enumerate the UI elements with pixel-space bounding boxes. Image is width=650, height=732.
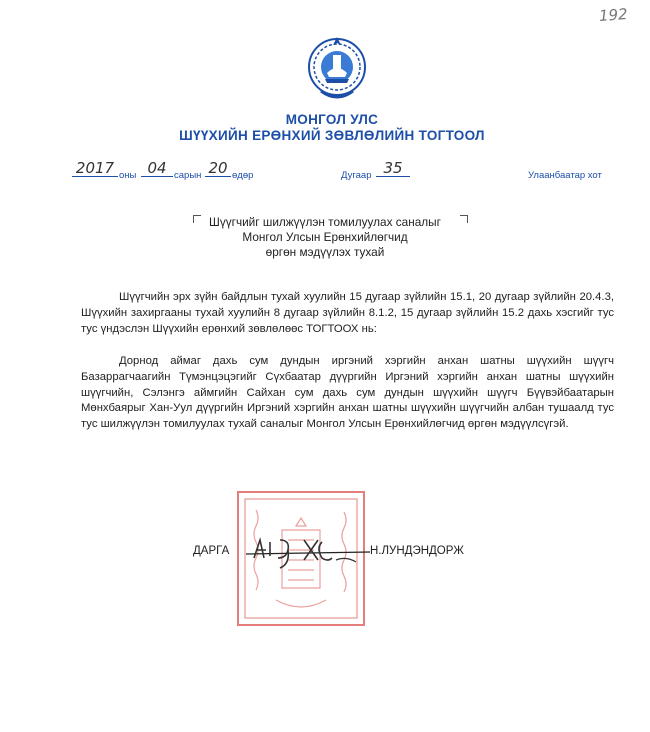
day-suffix: өдөр [232,170,254,181]
date-day: 20 [205,160,231,177]
subject-line-1: Шүүгчийг шилжүүлэн томилуулах саналыг [209,215,441,229]
handwritten-signature [244,532,384,572]
date-year: 2017 [72,160,118,177]
subject-line-2: Монгол Улсын Ерөнхийлөгчид [242,230,408,244]
year-suffix: оны [119,170,137,181]
document-title: ШҮҮХИЙН ЕРӨНХИЙ ЗӨВЛӨЛИЙН ТОГТООЛ [179,128,485,143]
page-number: 192 [598,5,629,25]
date-month: 04 [141,160,173,177]
document-number: 35 [376,160,410,177]
signatory-title: ДАРГА [193,545,230,557]
country-title: МОНГОЛ УЛС [285,112,379,127]
number-label: Дугаар [341,170,372,181]
subject-line-3: өргөн мэдүүлэх тухай [265,245,385,259]
signatory-name: Н.ЛУНДЭНДОРЖ [370,545,464,557]
body-paragraph-1: Шүүгчийн эрх зүйн байдлын тухай хуулийн 15 дугаар зүйлийн 15.1, 20 дугаар зүйлийн 20.4.3, Шүүхийн захиргааны тухай хуулийн 8 дугаар зүйлийн 8.1.2, 15 дугаар зүйлийн 15.2 дахь хэсгийг тус тус үндэслэн Шүүхийн ерөнхий зөвлөлөөс ТОГТООХ нь: [81,291,614,335]
month-suffix: сарын [174,170,202,181]
document-subject [140,215,510,260]
body-paragraph-2: Дорнод аймаг дахь сум дундын иргэний хэргийн анхан шатны шүүхийн шүүгч Базаррагчаагийн Түмэнцэцэгийг Сүхбаатар дүүргийн Иргэний хэргийн анхан шатны шүүхийн шүүгчийн, Сэлэнгэ аймгийн Сайхан сум дахь сум дундын шүүхийн шүүгч Бүүвэйбаатарын Мөнхбаярыг Хан-Уул дүүргийн Иргэний хэргийн анхан шатны шүүхийн шүүгчийн албан тушаалд тус тус шилжүүлэн томилуулах тухай саналыг Монгол Улсын Ерөнхийлөгчид өргөн мэдүүлсүгэй. [81,355,614,431]
state-emblem-icon [307,33,367,107]
city-label: Улаанбаатар хот [528,170,602,181]
